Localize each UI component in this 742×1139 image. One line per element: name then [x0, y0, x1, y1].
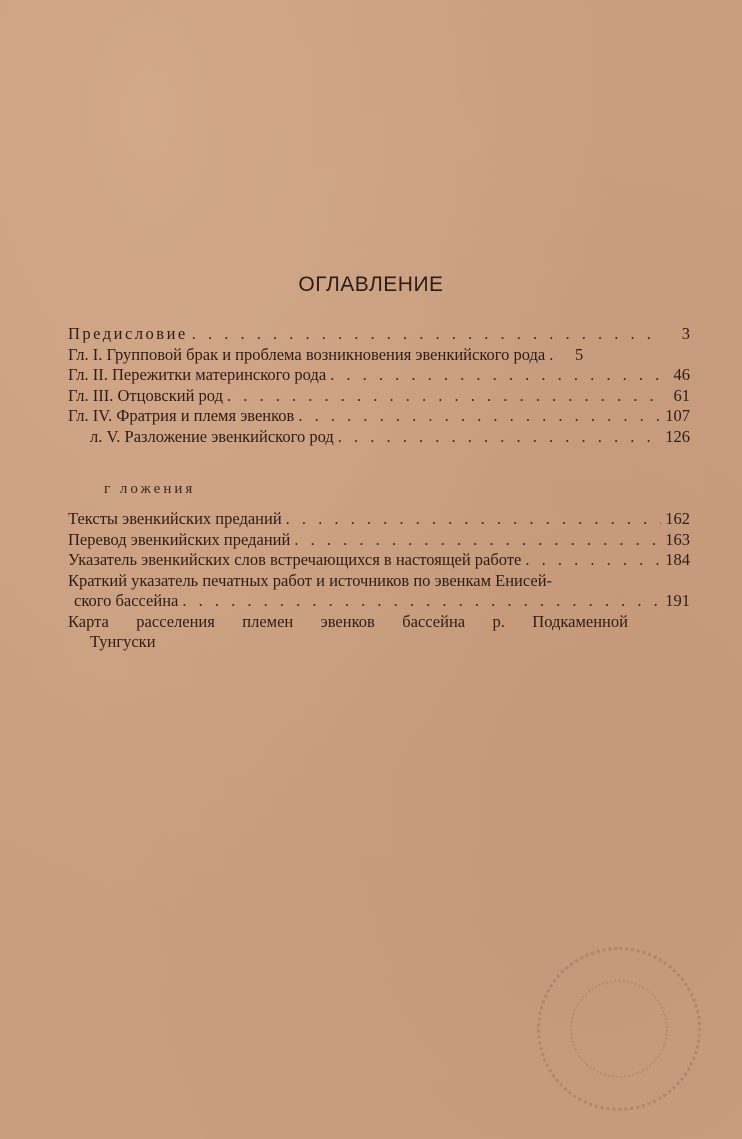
- dot-leader: [192, 324, 662, 345]
- dot-leader: [338, 427, 662, 448]
- toc-entry-page: 163: [665, 529, 690, 549]
- toc-entry-page: 107: [665, 406, 690, 425]
- toc-entry-title: л. V. Разложение эвенкийского род: [90, 426, 334, 446]
- map-word: эвенков: [320, 611, 375, 631]
- dot-leader: [182, 591, 661, 612]
- toc-entry-page: 162: [665, 509, 690, 528]
- toc-entry-title: Тексты эвенкийских преданий: [68, 509, 282, 528]
- dot-leader: [549, 345, 555, 366]
- toc-entry-title-line-2: Тунгуски: [90, 632, 156, 651]
- library-stamp: [537, 947, 701, 1111]
- toc-entry-title-line-1: Краткий указатель печатных работ и источников по эвенкам Енисей-: [68, 570, 553, 590]
- toc-entry-title: Предисловие: [68, 324, 188, 343]
- appendix-entry-word-index: [68, 550, 690, 571]
- map-word: расселения: [136, 611, 215, 631]
- dot-leader: [298, 406, 661, 427]
- appendix-entry-map: [68, 612, 690, 653]
- toc-entry-title: Гл. III. Отцовский род: [68, 385, 223, 405]
- dot-leader: [525, 550, 661, 571]
- toc-entry-title: Указатель эвенкийских слов встречающихся в настоящей работе: [68, 550, 522, 569]
- map-word: Подкаменной: [532, 611, 628, 631]
- appendix-entry-bibliography: [68, 571, 690, 612]
- toc-entry-page: 5: [575, 344, 584, 364]
- toc-entry-title: Гл. II. Пережитки материнского рода: [68, 365, 327, 384]
- dot-leader: [294, 530, 661, 551]
- toc-entry-chapter-4: [68, 406, 690, 427]
- dot-leader: [330, 365, 662, 386]
- toc-entry-chapter-1: [68, 345, 690, 366]
- toc-entry-chapter-2: [68, 365, 690, 386]
- toc-entry-title: Перевод эвенкийских преданий: [68, 529, 291, 549]
- toc-entry-preface: [68, 324, 690, 345]
- toc-entry-title: Гл. IV. Фратрия и племя эвенков: [68, 406, 295, 425]
- dot-leader: [286, 509, 662, 530]
- toc-entry-page: 126: [665, 426, 690, 446]
- toc-entry-page: 61: [673, 385, 690, 405]
- toc-entry-page: 3: [681, 324, 690, 343]
- toc-entry-title: ского бассейна: [74, 591, 179, 610]
- map-word: племен: [242, 611, 294, 631]
- toc-entry-page: 184: [665, 550, 690, 569]
- map-word: бассейна: [402, 611, 466, 631]
- map-word: р.: [492, 611, 505, 631]
- dot-leader: [227, 386, 662, 407]
- toc-entry-line-2: [68, 591, 690, 612]
- appendix-list: [68, 509, 690, 653]
- appendix-heading: г ложения: [104, 481, 196, 497]
- appendix-entry-translation: [68, 530, 690, 551]
- table-of-contents: [68, 324, 690, 447]
- toc-entry-title-line-1: [68, 612, 628, 633]
- toc-entry-title: Гл. I. Групповой брак и проблема возникновения эвенкийского рода: [68, 344, 546, 364]
- toc-entry-page: 46: [673, 365, 690, 384]
- appendix-entry-texts: [68, 509, 690, 530]
- toc-entry-chapter-3: [68, 386, 690, 407]
- map-word: Карта: [68, 611, 109, 631]
- page-title: ОГЛАВЛЕНИЕ: [298, 273, 444, 296]
- toc-entry-chapter-5: [68, 427, 690, 448]
- toc-entry-page: 191: [665, 591, 690, 610]
